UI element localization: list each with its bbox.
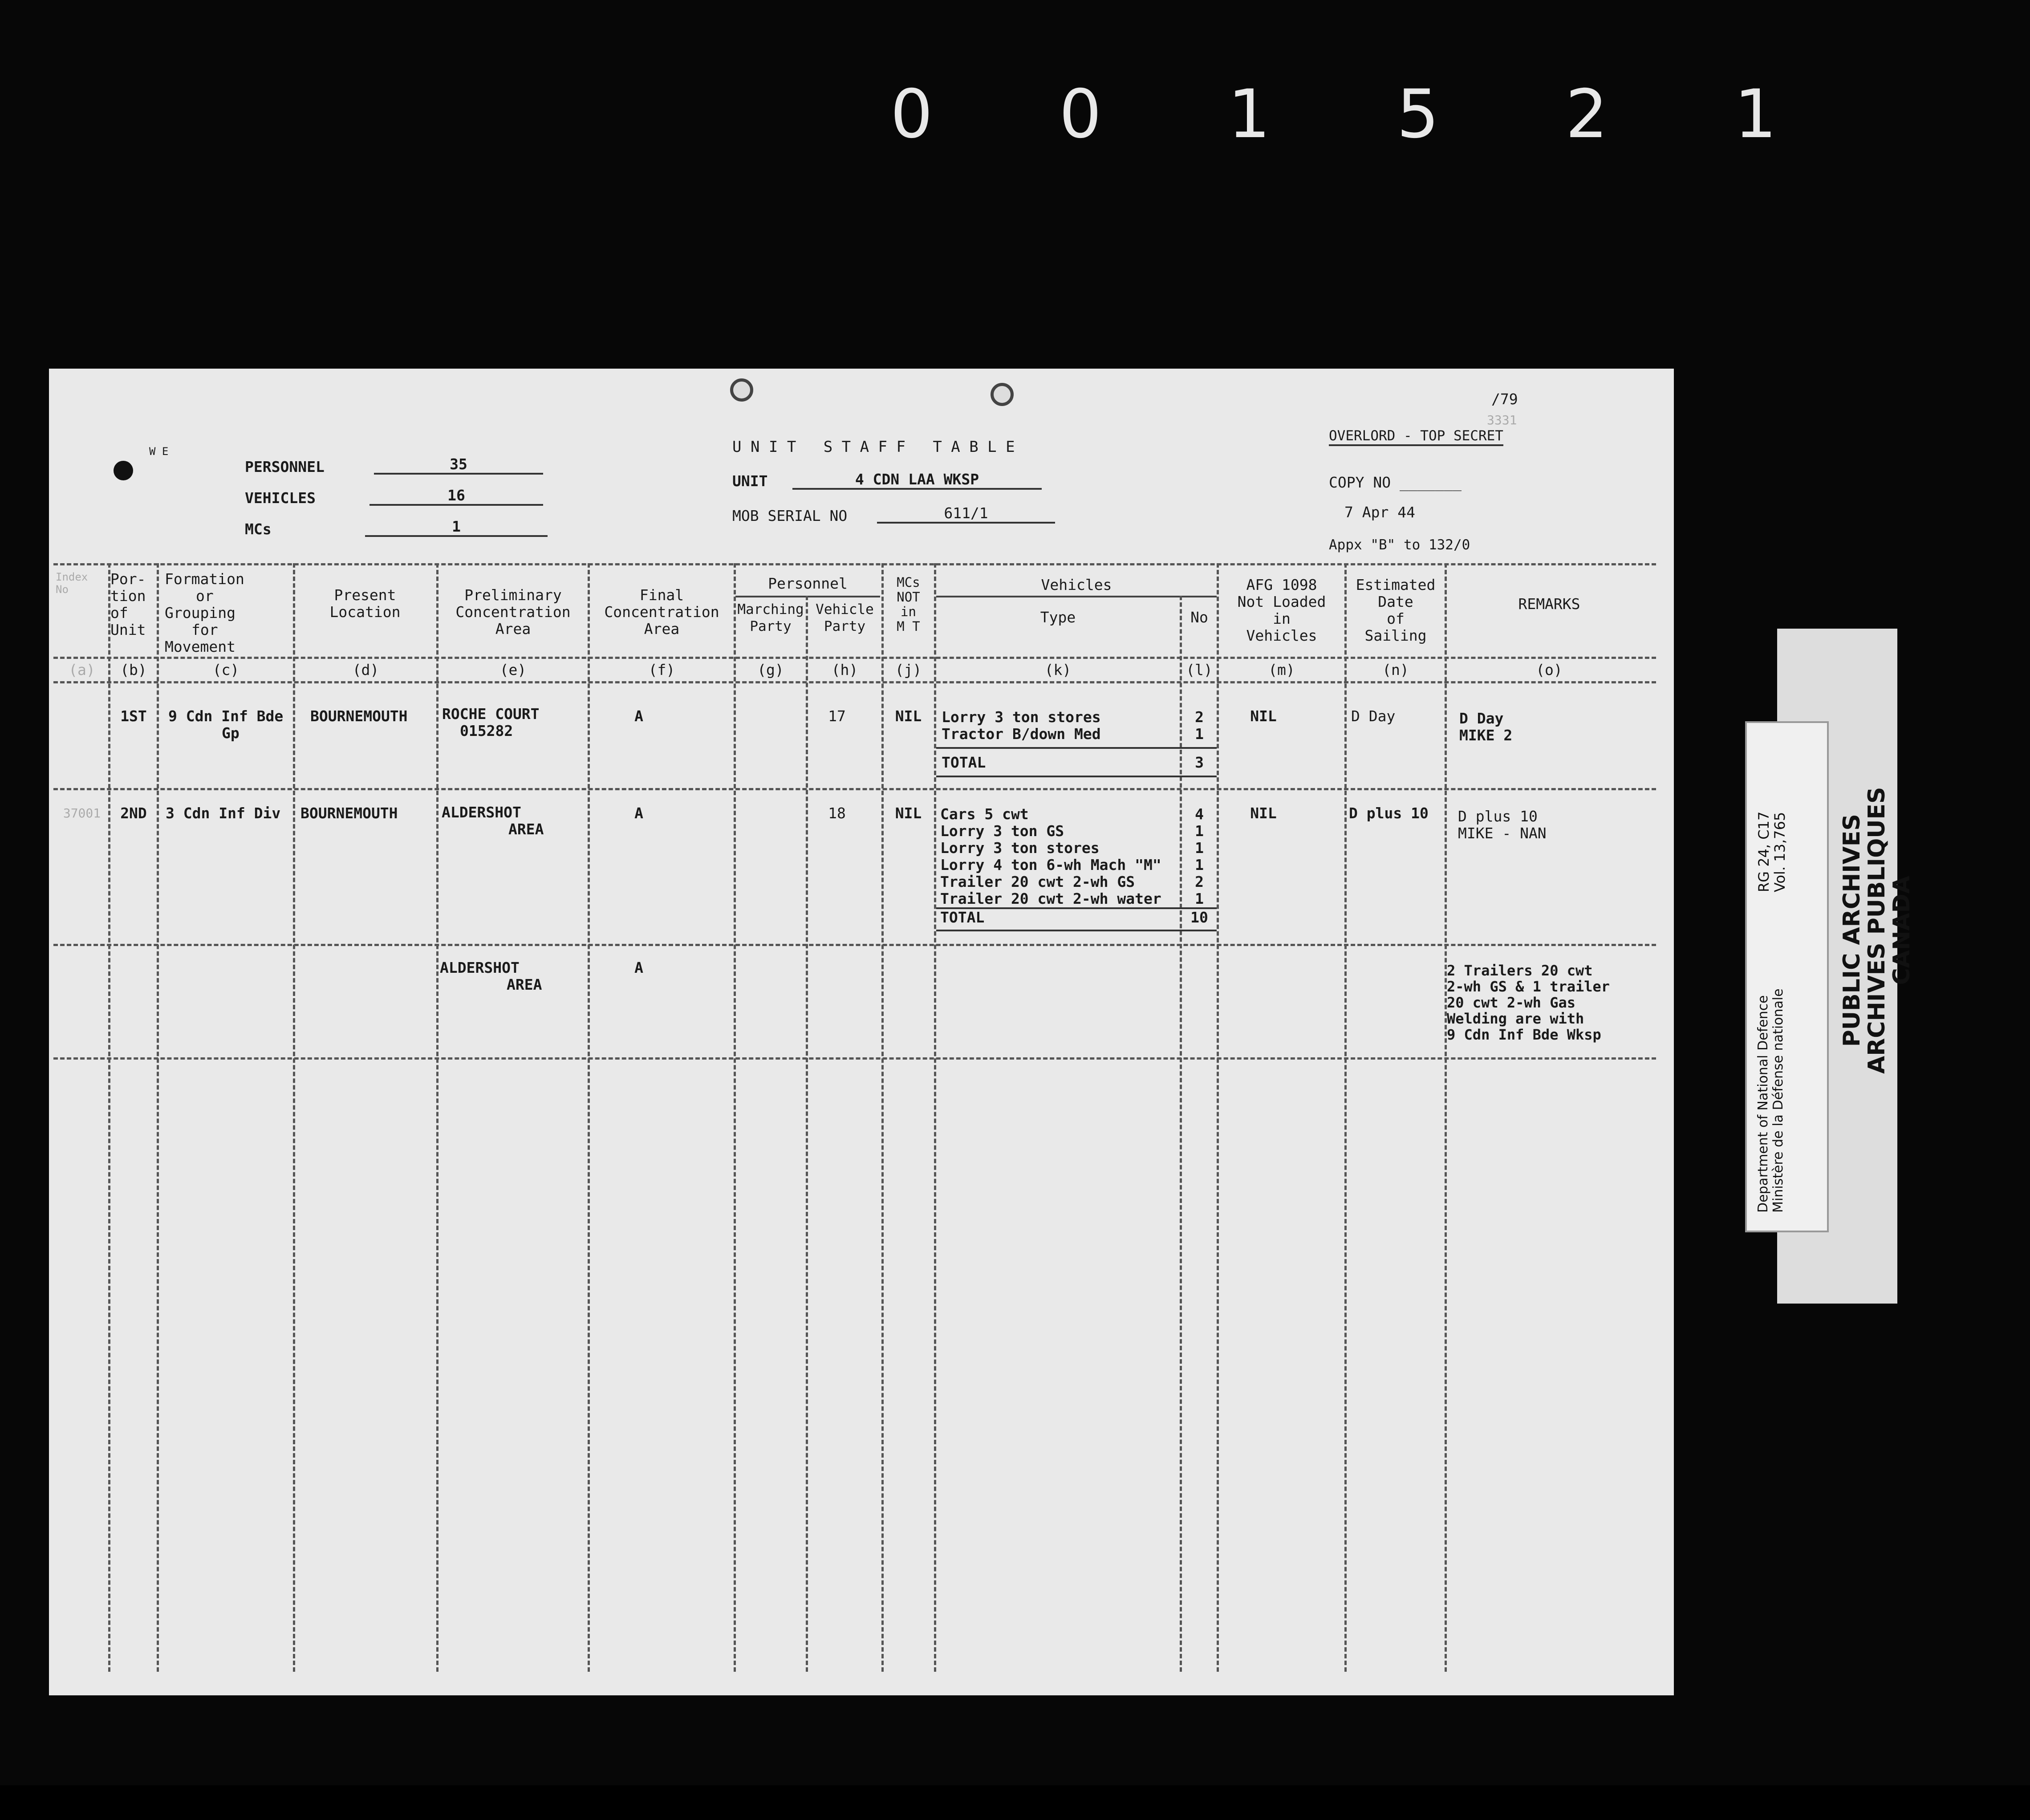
appendix-ref: Appx "B" to 132/0 bbox=[1329, 537, 1470, 553]
row2-final-area: A bbox=[634, 804, 643, 822]
vehicles-value: 16 bbox=[369, 487, 543, 506]
row1-final-area: A bbox=[634, 707, 643, 725]
binder-hole-right bbox=[991, 383, 1014, 406]
unit-value: 4 CDN LAA WKSP bbox=[792, 471, 1042, 490]
row2-total: 10 bbox=[1190, 909, 1208, 926]
copy-no: COPY NO _______ bbox=[1329, 474, 1462, 491]
bottom-border bbox=[0, 1785, 2030, 1820]
mcs-value: 1 bbox=[365, 518, 548, 537]
col-rule bbox=[1445, 563, 1447, 1672]
col-rule bbox=[588, 563, 590, 1672]
binder-hole-left bbox=[730, 378, 753, 402]
row2-vehicle-types: Cars 5 cwt Lorry 3 ton GS Lorry 3 ton stores Lorry 4 ton 6-wh Mach "M" Trailer 20 cwt 2-wh GS Trailer 20 cwt 2-wh water bbox=[940, 805, 1161, 907]
header-marching-party: Marching Party bbox=[737, 601, 804, 634]
col-rule bbox=[293, 563, 295, 1672]
col-letter: (a) bbox=[69, 661, 95, 678]
header-vehicle-no: No bbox=[1190, 609, 1208, 626]
row2-sailing: D plus 10 bbox=[1349, 804, 1429, 822]
header-final-area: Final Concentration Area bbox=[604, 586, 719, 638]
page-number: /79 bbox=[1491, 390, 1518, 408]
row2-total-label: TOTAL bbox=[940, 909, 985, 926]
col-letter: (h) bbox=[831, 661, 858, 678]
row2-present-location: BOURNEMOUTH bbox=[300, 804, 398, 822]
header-portion: Por- tion of Unit bbox=[110, 570, 146, 638]
header-mcs-not-in-mt: MCs NOT in M T bbox=[897, 575, 920, 634]
header-personnel: Personnel bbox=[768, 575, 848, 592]
header-sailing-date: Estimated Date of Sailing bbox=[1356, 576, 1436, 644]
personnel-label: PERSONNEL bbox=[245, 458, 325, 475]
col-letter: (e) bbox=[499, 661, 527, 678]
vehicles-label: VEHICLES bbox=[245, 489, 316, 507]
header-vehicle-party: Vehicle Party bbox=[816, 601, 874, 634]
header-vehicles: Vehicles bbox=[1041, 576, 1112, 593]
col-rule bbox=[1217, 563, 1219, 1672]
archive-department: Department of National Defence Ministère de la Défense nationale bbox=[1755, 988, 1786, 1213]
col-letter: (b) bbox=[120, 661, 147, 678]
col-letter: (n) bbox=[1382, 661, 1409, 678]
mob-serial-label: MOB SERIAL NO bbox=[732, 507, 848, 524]
row1-total-bottom-rule bbox=[936, 776, 1217, 777]
unit-label: UNIT bbox=[732, 472, 768, 490]
row2-remarks: D plus 10 MIKE - NAN bbox=[1458, 808, 1547, 842]
col-rule bbox=[806, 596, 808, 1672]
row1-remarks: D Day MIKE 2 bbox=[1459, 710, 1513, 744]
personnel-value: 35 bbox=[374, 456, 543, 475]
col-rule bbox=[734, 563, 736, 1672]
archive-reference: RG 24, C17 Vol. 13,765 bbox=[1755, 811, 1788, 892]
mob-serial-value: 611/1 bbox=[877, 505, 1055, 524]
col-rule bbox=[108, 563, 110, 1672]
row1-afg: NIL bbox=[1250, 707, 1277, 725]
header-vehicle-type: Type bbox=[1040, 609, 1076, 626]
row1-portion: 1ST bbox=[120, 707, 147, 725]
row3-remarks: 2 Trailers 20 cwt 2-wh GS & 1 trailer 20 cwt 2-wh Gas Welding are with 9 Cdn Inf Bde Wksp bbox=[1447, 962, 1610, 1043]
header-afg-1098: AFG 1098 Not Loaded in Vehicles bbox=[1237, 576, 1326, 644]
punch-mark bbox=[114, 461, 133, 480]
col-letter: (f) bbox=[648, 661, 675, 678]
header-preliminary-area: Preliminary Concentration Area bbox=[455, 586, 571, 638]
classification: OVERLORD - TOP SECRET bbox=[1329, 427, 1503, 446]
header-index: Index No bbox=[56, 571, 88, 596]
col-rule bbox=[881, 563, 884, 1672]
col-letter: (o) bbox=[1536, 661, 1563, 678]
row3-final-area: A bbox=[634, 959, 643, 976]
row1-present-location: BOURNEMOUTH bbox=[310, 707, 408, 725]
row1-formation: 9 Cdn Inf Bde Gp bbox=[168, 707, 284, 742]
col-letter: (g) bbox=[757, 661, 784, 678]
row2-vehicle-nos: 4 1 1 1 2 1 bbox=[1195, 805, 1204, 907]
row2-afg: NIL bbox=[1250, 804, 1277, 822]
w-mark: W E bbox=[149, 445, 169, 458]
col-letter: (c) bbox=[212, 661, 240, 678]
row2-portion: 2ND bbox=[120, 804, 147, 822]
col-letter: (l) bbox=[1186, 661, 1213, 678]
row2-total-bottom-rule bbox=[936, 930, 1217, 931]
row2-formation: 3 Cdn Inf Div bbox=[166, 804, 281, 822]
row2-index: 37001 bbox=[63, 806, 101, 821]
serial-number: 0 0 1 5 2 1 bbox=[890, 76, 1830, 153]
col-rule bbox=[436, 563, 438, 1672]
archive-stamp-title: PUBLIC ARCHIVES ARCHIVES PUBLIQUES CANADA bbox=[1839, 787, 1915, 1074]
stamp-number: 3331 bbox=[1487, 413, 1517, 427]
col-rule bbox=[934, 563, 936, 1672]
document-date: 7 Apr 44 bbox=[1344, 504, 1415, 521]
row1-sailing: D Day bbox=[1351, 707, 1396, 725]
vehicles-header-rule bbox=[936, 596, 1217, 597]
col-letter: (k) bbox=[1044, 661, 1072, 678]
col-letter: (j) bbox=[895, 661, 922, 678]
header-present-location: Present Location bbox=[329, 586, 401, 621]
row1-mcs: NIL bbox=[895, 707, 922, 725]
mcs-label: MCs bbox=[245, 520, 272, 538]
row1-total: 3 bbox=[1195, 754, 1204, 771]
header-remarks: REMARKS bbox=[1518, 595, 1580, 613]
row1-vehicle-party: 17 bbox=[828, 707, 846, 725]
document-title: U N I T S T A F F T A B L E bbox=[732, 438, 1015, 456]
col-letter: (m) bbox=[1268, 661, 1295, 678]
archive-label-card bbox=[1745, 721, 1829, 1232]
row1-preliminary-area: ROCHE COURT 015282 bbox=[442, 705, 540, 739]
col-rule bbox=[157, 563, 159, 1672]
row1-vehicle-types: Lorry 3 ton stores Tractor B/down Med bbox=[942, 708, 1101, 743]
col-letter: (d) bbox=[352, 661, 379, 678]
row3-preliminary-area: ALDERSHOT AREA bbox=[440, 959, 542, 993]
row2-preliminary-area: ALDERSHOT AREA bbox=[442, 804, 544, 838]
row2-mcs: NIL bbox=[895, 804, 922, 822]
row1-vehicle-nos: 2 1 bbox=[1195, 708, 1204, 743]
header-formation: Formation or Grouping for Movement bbox=[165, 570, 244, 655]
row1-total-label: TOTAL bbox=[942, 754, 986, 771]
row2-vehicle-party: 18 bbox=[828, 804, 846, 822]
col-rule bbox=[1344, 563, 1347, 1672]
row1-total-rule bbox=[936, 747, 1217, 749]
